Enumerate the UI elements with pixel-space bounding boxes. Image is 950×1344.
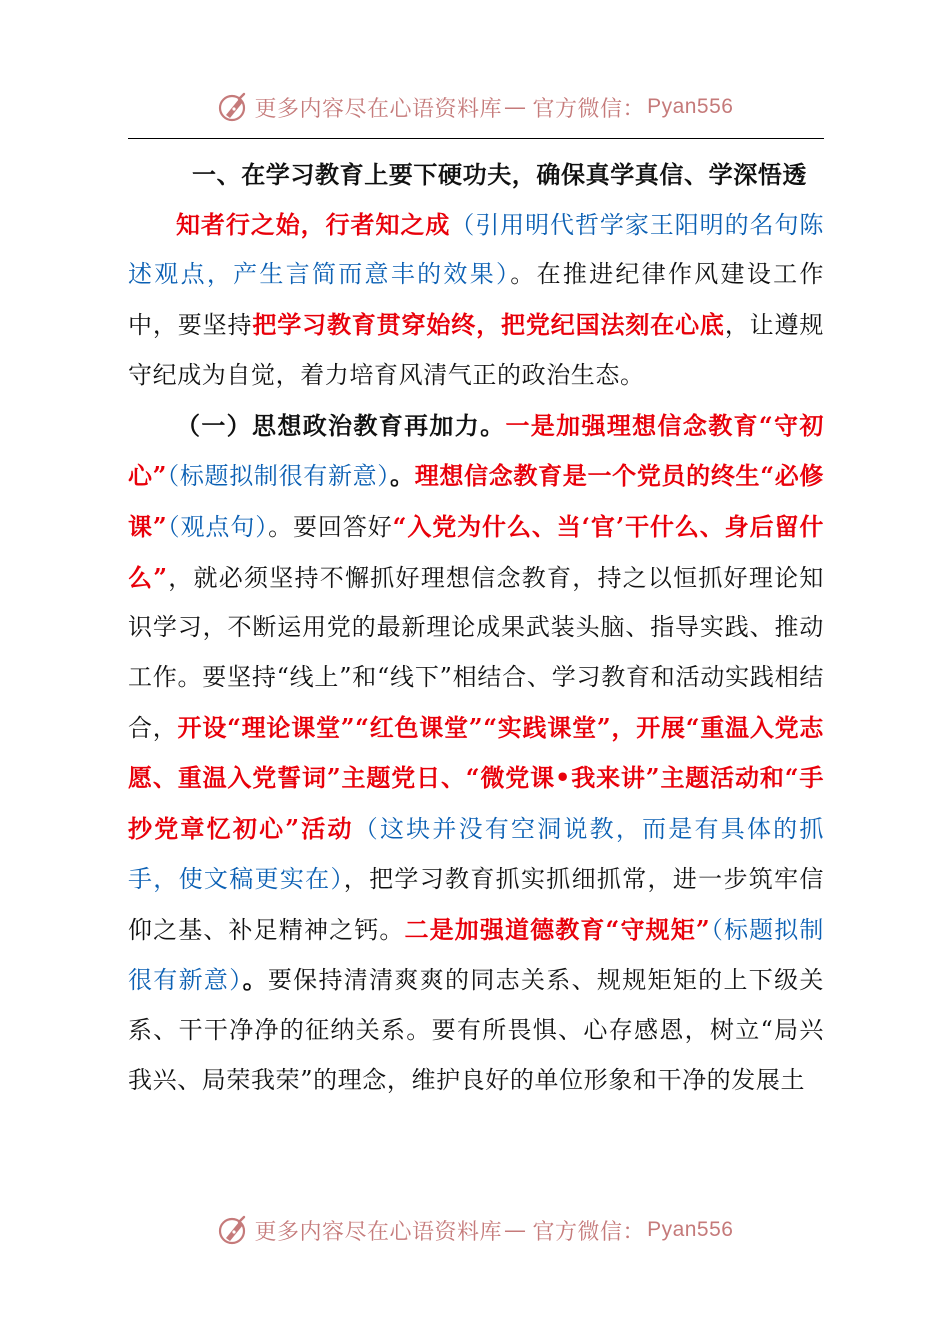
highlight-text: “入党为什么、当‘官’干什么、身后留什么” [128,511,824,592]
pen-nib-logo-icon [217,91,249,123]
annotation: （标题拟制很有新意） [167,462,390,491]
body-text: 要保持清清爽爽的同志关系、规规矩矩的上下级关系、干干净净的征纳关系。要有所畏惧、心存感恩，树立“局兴我兴、局荣我荣”的理念，维护良好的单位形象和干净的发展土 [128,966,824,1094]
header-divider [128,138,824,139]
footer-wechat-id: Pyan556 [647,1218,734,1241]
annotation: （这块并没有空洞说教，而是有具体的抓手，使文稿更实在） [128,815,824,893]
annotation: （引用明代哲学家王阳明的名句陈述观点，产生言简而意丰的效果） [128,210,824,289]
header-watermark [0,82,950,132]
body-text: 。在推进纪律作风建设工作中，要坚持 [128,260,825,340]
body-text: 。 [242,965,268,995]
paragraph-2 [128,401,824,1106]
footer-brand: 更多内容尽在心语资料库 [254,1219,503,1245]
body-text: ，把学习教育抓实抓细抓常，进一步筑牢信仰之基、补足精神之钙。 [128,864,824,944]
document-body [128,150,824,1105]
subheading: （一）思想政治教育再加力。 [176,410,506,440]
paragraph-1 [128,200,824,401]
annotation: （观点句） [167,512,269,541]
highlight-text: 二是加强道德教育“守规矩” [404,914,711,944]
annotation: （标题拟制很有新意） [128,915,824,995]
highlight-text: 理想信念教育是一个党员的终生“必修课” [128,461,824,541]
body-text: ，就必须坚持不懈抓好理想信念教育，持之以恒抓好理论知识学习，不断运用党的最新理论成果武装头脑、指导实践、推动工作。要坚持“线上”和“线下”相结合、学习教育和活动实践相结合， [128,563,824,742]
section-heading: 一、在学习教育上要下硬功夫，确保真学真信、学深悟透 [192,160,807,189]
highlight-text: 开设“理论课堂”“红色课堂”“实践课堂”，开展“重温入党志愿、重温入党誓词”主题党日、“微党课•我来讲”主题活动和“手抄党章忆初心”活动 [128,712,825,844]
body-text: 。要回答好 [268,512,393,541]
header-brand: 更多内容尽在心语资料库 [254,96,503,122]
header-wechat-id: Pyan556 [647,95,734,118]
pen-nib-logo-icon [217,1214,249,1246]
body-text: 。 [390,461,415,491]
body-text: ，让遵规守纪成为自觉，着力培育风清气正的政治生态。 [128,311,825,389]
highlight-text: 一是加强理想信念教育“守初心” [128,410,824,491]
highlight-text: 把学习教育贯穿始终，把党纪国法刻在心底 [252,310,725,340]
header-dash: — [504,94,527,120]
header-wechat-label: 官方微信： [532,96,646,122]
quote-wang-yangming: 知者行之始，行者知之成 [176,209,451,239]
footer-wechat-label: 官方微信： [532,1219,646,1245]
footer-dash: — [504,1217,527,1243]
footer-watermark [0,1205,950,1255]
